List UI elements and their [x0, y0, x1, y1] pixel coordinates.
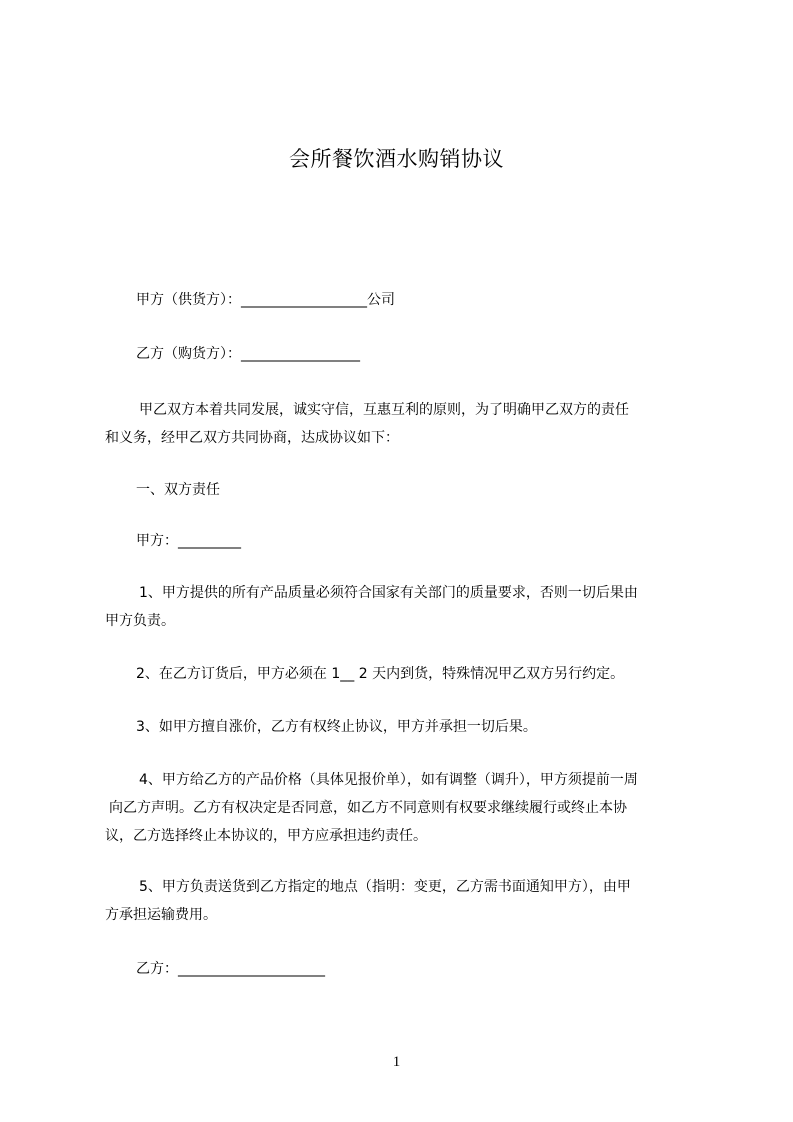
clause-4-line-1: 4、甲方给乙方的产品价格（具体见报价单），如有调整（调升），甲方须提前一周 [139, 772, 638, 788]
clause-4-line-3: 议，乙方选择终止本协议的，甲方应承担违约责任。 [105, 828, 427, 844]
intro-paragraph [105, 396, 717, 452]
intro-line-2: 和义务，经甲乙双方共同协商，达成协议如下： [105, 430, 399, 446]
clause-2: 2、在乙方订货后，甲方必须在 1__ 2 天内到货，特殊情况甲乙双方另行约定。 [136, 666, 625, 682]
party-b-buyer-line: 乙方（购货方）：_________________ [136, 346, 360, 362]
clause-3: 3、如甲方擅自涨价，乙方有权终止协议，甲方并承担一切后果。 [136, 719, 537, 735]
document-title: 会所餐饮酒水购销协议 [289, 147, 504, 171]
intro-line-1: 甲乙双方本着共同发展，诚实守信，互惠互利的原则，为了明确甲乙双方的责任 [139, 402, 629, 418]
clause-5-line-2: 方承担运输费用。 [105, 907, 217, 923]
clause-1-line-2: 甲方负责。 [105, 613, 175, 629]
clause-4 [105, 766, 717, 850]
clause-1 [105, 579, 717, 635]
clause-1-line-1: 1、甲方提供的所有产品质量必须符合国家有关部门的质量要求，否则一切后果由 [139, 585, 638, 601]
party-a-label: 甲方：_________ [136, 533, 241, 549]
section-1-heading: 一、双方责任 [136, 482, 220, 498]
clause-4-line-2: 向乙方声明。乙方有权决定是否同意，如乙方不同意则有权要求继续履行或终止本协 [109, 800, 627, 816]
party-a-supplier-line: 甲方（供货方）：__________________公司 [136, 292, 395, 308]
party-b-label: 乙方：_____________________ [136, 961, 325, 977]
clause-5 [105, 873, 717, 929]
page-number: 1 [392, 1054, 401, 1070]
clause-5-line-1: 5、甲方负责送货到乙方指定的地点（指明：变更，乙方需书面通知甲方），由甲 [139, 879, 631, 895]
